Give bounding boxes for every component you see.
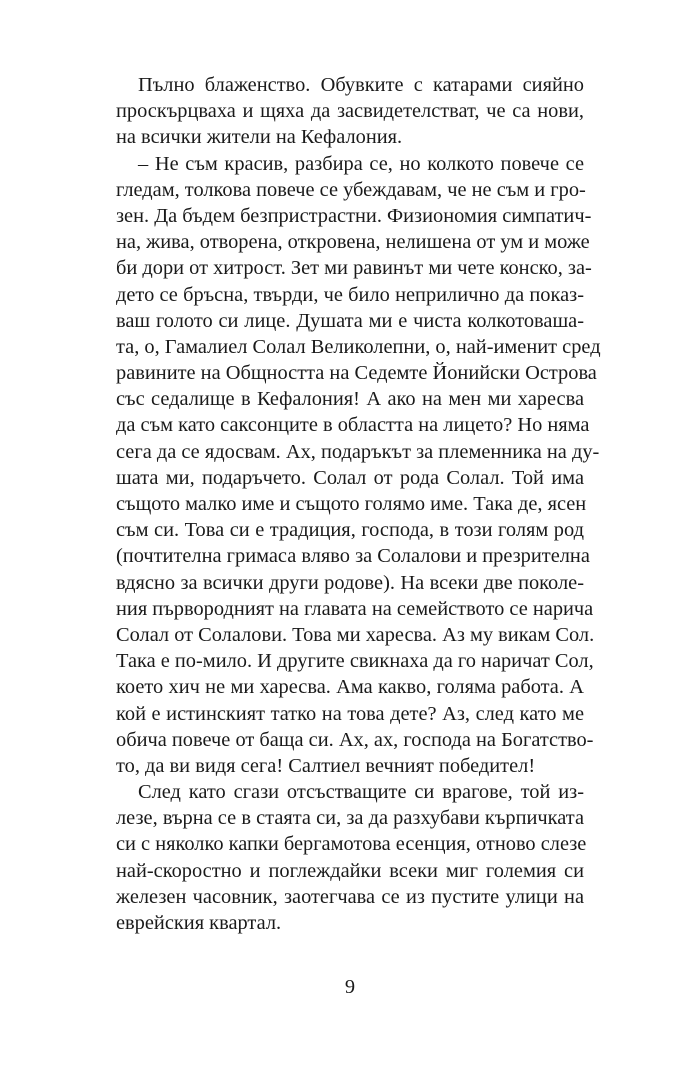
text-line: то, да ви видя сега! Салтиел вечният победител!	[116, 754, 536, 777]
text-line: зен. Да бъдем безпристрастни. Физиономия симпатич-	[116, 204, 592, 227]
text-line: гледам, толкова повече се убеждавам, че не съм и гро-	[116, 178, 586, 201]
text-line: еврейския квартал.	[116, 912, 282, 934]
text-line: което хич не ми харесва. Ама какво, голяма работа. А	[116, 676, 584, 699]
text-line: ния първородният на главата на семейството се нарича	[116, 597, 594, 620]
text-line: След като сгази отсъстващите си врагове, той из-	[138, 781, 584, 804]
text-line: на всички жители на Кефалония.	[116, 126, 403, 149]
text-line: Пълно блаженство. Обувките с катарами сияйно	[138, 74, 584, 96]
text-line: кой е истинският татко на това дете? Аз, след като ме	[116, 702, 584, 725]
text-line: съм си. Това си е традиция, господа, в този голям род	[116, 519, 584, 542]
text-line: ваш голото си лице. Душата ми е чиста колкотоваша-	[116, 309, 584, 332]
text-line: най-скоростно и поглеждайки всеки миг големия си	[116, 859, 584, 882]
text-line: си с няколко капки бергамотова есенция, отново слезе	[116, 833, 587, 856]
text-line: на, жива, отворена, откровена, нелишена от ум и може	[116, 231, 590, 254]
text-line: та, о, Гамалиел Солал Великолепни, о, най-именит сред	[116, 335, 601, 358]
text-line: железен часовник, заотегчава се из пустите улици на	[116, 885, 584, 908]
text-line: би дори от хитрост. Зет ми равинът ми чете конско, за-	[116, 257, 592, 280]
paragraph	[116, 779, 587, 936]
text-line: – Не съм красив, разбира се, но колкото повече се	[138, 152, 584, 175]
text-line: със седалище в Кефалония! А ако на мен ми харесва	[116, 388, 584, 411]
text-line: същото малко име и същото голямо име. Така де, ясен	[116, 493, 587, 515]
paragraph	[116, 151, 601, 780]
paragraph	[116, 72, 584, 151]
text-line: шата ми, подаръчето. Солал от рода Солал. Той има	[116, 466, 584, 489]
text-line: да съм като саксонците в областта на лицето? Но няма	[116, 414, 590, 437]
text-line: дето се бръсна, твърди, че било неприлично да показ-	[116, 283, 584, 306]
text-line: (почтителна гримаса вляво за Солалови и презрителна	[116, 545, 590, 568]
text-line: Солал от Солалови. Това ми харесва. Аз му викам Сол.	[116, 623, 595, 646]
page-number: 9	[344, 976, 356, 998]
text-line: обича повече от баща си. Ах, ах, господа на Богатство-	[116, 728, 594, 751]
text-line: проскърцваха и щяха да засвидетелстват, че са нови,	[116, 100, 584, 123]
text-line: лезе, върна се в стаята си, за да разхубави кърпичката	[116, 807, 584, 830]
text-line: равините на Общността на Седемте Йонийски Острова	[116, 362, 597, 385]
text-line: сега да се ядосвам. Ах, подаръкът за племенника на ду-	[116, 440, 600, 463]
body-text	[116, 72, 601, 936]
text-line: вдясно за всички други родове). На всеки две поколе-	[116, 571, 584, 594]
text-line: Така е по-мило. И другите свикнаха да го наричат Сол,	[116, 650, 594, 673]
